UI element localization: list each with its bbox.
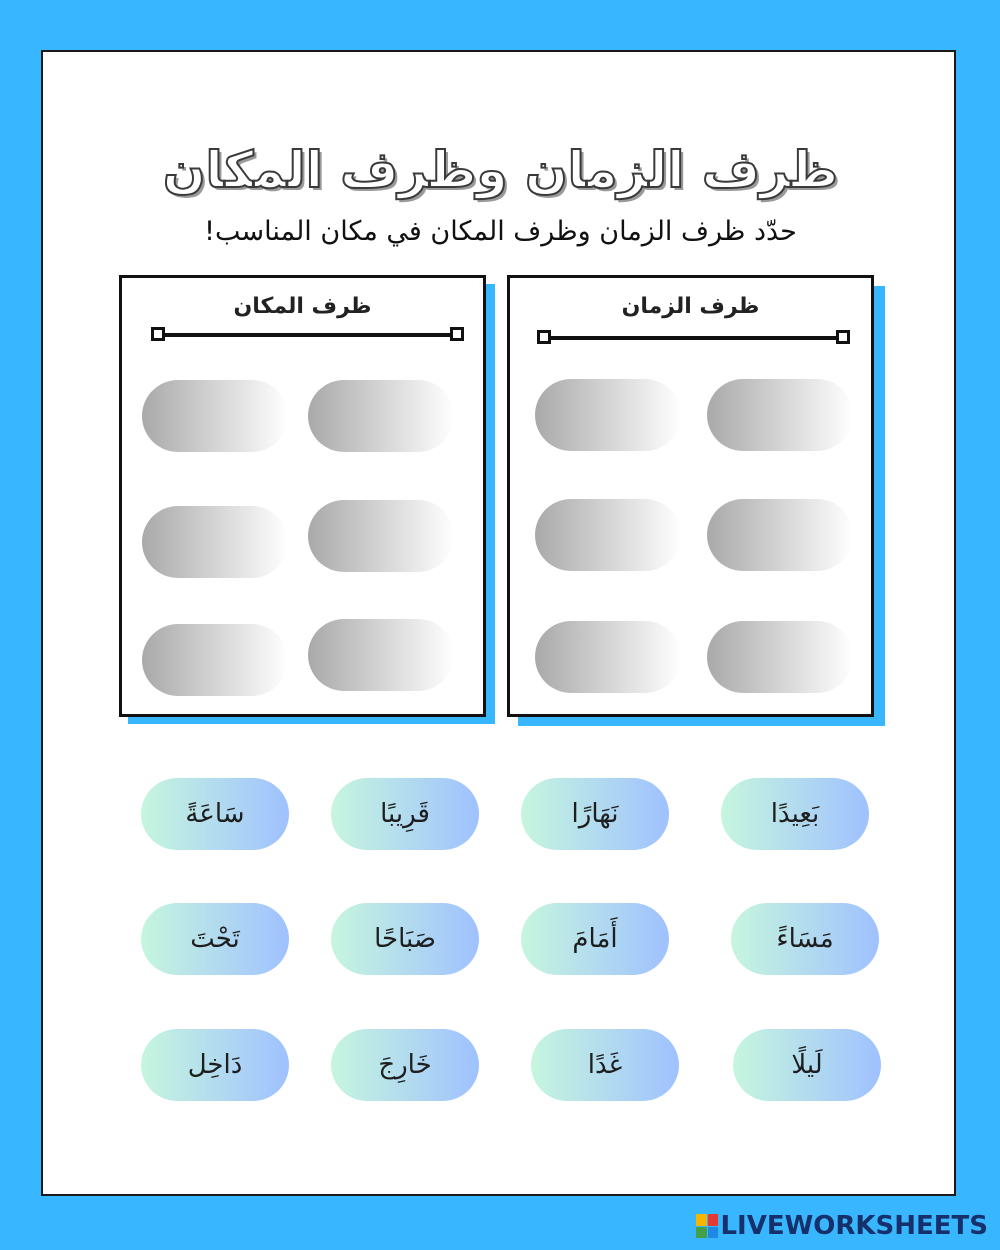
word-chip[interactable]: سَاعَةً [141, 778, 289, 850]
place-heading-line-end-left [151, 327, 165, 341]
liveworksheets-brand-text: LIVEWORKSHEETS [720, 1211, 988, 1241]
time-drop-slot-6[interactable] [707, 621, 853, 693]
worksheet-page [41, 50, 956, 1196]
place-heading-line [160, 333, 460, 337]
place-drop-slot-6[interactable] [308, 619, 454, 691]
time-heading-line-end-left [537, 330, 551, 344]
time-heading-line [546, 336, 846, 340]
word-chip[interactable]: نَهَارًا [521, 778, 669, 850]
place-drop-slot-4[interactable] [308, 500, 454, 572]
word-chip[interactable]: بَعِيدًا [721, 778, 869, 850]
place-heading-line-end-right [450, 327, 464, 341]
place-drop-box [119, 275, 486, 717]
time-drop-slot-3[interactable] [535, 499, 681, 571]
word-chip[interactable]: صَبَاحًا [331, 903, 479, 975]
time-drop-slot-5[interactable] [535, 621, 681, 693]
word-chip[interactable]: مَسَاءً [731, 903, 879, 975]
word-chip[interactable]: تَحْتَ [141, 903, 289, 975]
word-chip[interactable]: غَدًا [531, 1029, 679, 1101]
time-drop-slot-4[interactable] [707, 499, 853, 571]
word-chip[interactable]: قَرِيبًا [331, 778, 479, 850]
place-box-label: ظرف المكان [233, 294, 372, 319]
place-drop-slot-1[interactable] [142, 380, 288, 452]
word-chip[interactable]: خَارِجَ [331, 1029, 479, 1101]
place-drop-slot-5[interactable] [142, 624, 288, 696]
word-chip[interactable]: أَمَامَ [521, 903, 669, 975]
time-drop-slot-1[interactable] [535, 379, 681, 451]
liveworksheets-logo-icon [696, 1214, 718, 1238]
time-drop-box [507, 275, 874, 717]
time-heading-line-end-right [836, 330, 850, 344]
place-drop-slot-3[interactable] [142, 506, 288, 578]
time-box-label: ظرف الزمان [621, 294, 760, 319]
word-chip[interactable]: لَيلًا [733, 1029, 881, 1101]
worksheet-instructions: حدّد ظرف الزمان وظرف المكان في مكان المناسب! [204, 216, 797, 247]
time-drop-slot-2[interactable] [707, 379, 853, 451]
worksheet-title: ظرف الزمان وظرف المكان [162, 141, 839, 199]
liveworksheets-logo[interactable] [696, 1210, 988, 1242]
place-drop-slot-2[interactable] [308, 380, 454, 452]
word-chip[interactable]: دَاخِل [141, 1029, 289, 1101]
